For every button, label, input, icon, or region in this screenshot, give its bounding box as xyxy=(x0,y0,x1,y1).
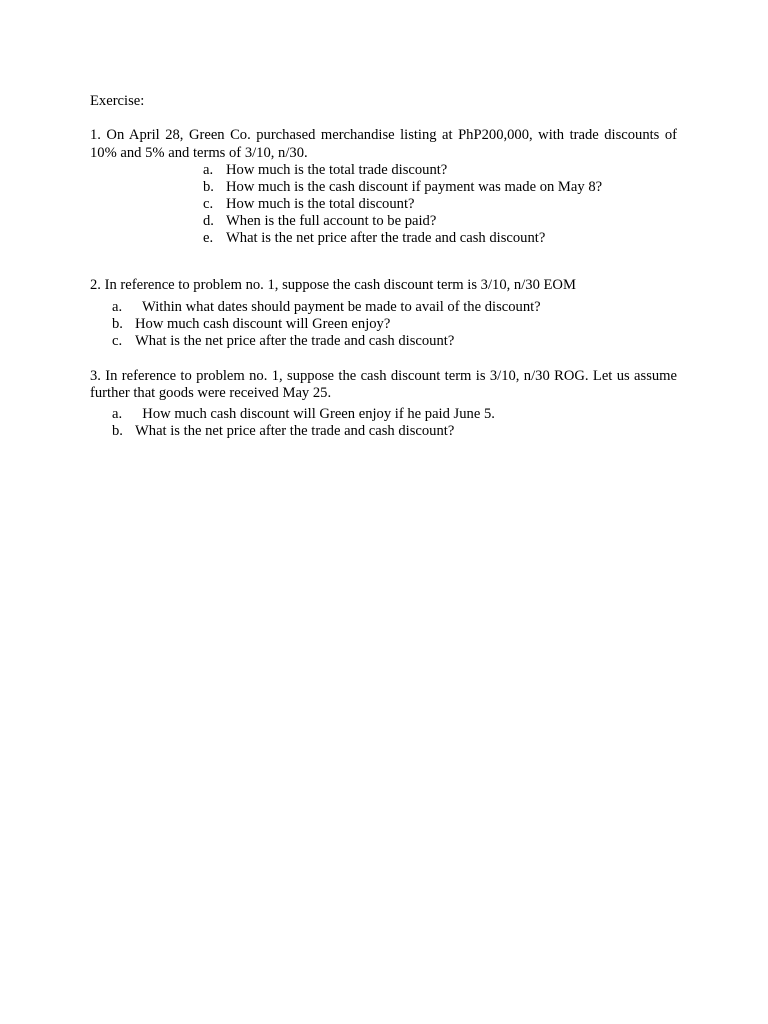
list-item xyxy=(203,230,677,247)
item-text: Within what dates should payment be made to avail of the discount? xyxy=(135,298,541,315)
item-letter: c. xyxy=(203,196,214,212)
item-text: How much is the total trade discount? xyxy=(226,162,448,178)
problem-1-statement: 1. On April 28, Green Co. purchased merchandise listing at PhP200,000, with trade discounts of 10% and 5% and terms of 3/10, n/30. xyxy=(90,127,677,161)
exercise-heading: Exercise: xyxy=(90,93,145,109)
item-text: How much cash discount will Green enjoy? xyxy=(135,315,391,332)
problem-1-questions xyxy=(203,162,677,247)
item-letter: a. xyxy=(112,405,123,422)
item-text: What is the net price after the trade and cash discount? xyxy=(226,230,546,246)
item-text: How much is the total discount? xyxy=(226,196,415,212)
list-item xyxy=(203,196,677,213)
item-text: How much is the cash discount if payment was made on May 8? xyxy=(226,179,603,195)
item-text: When is the full account to be paid? xyxy=(226,213,437,229)
list-item xyxy=(112,333,677,350)
item-letter: a. xyxy=(203,162,214,178)
problem-3-questions xyxy=(112,406,677,440)
item-letter: e. xyxy=(203,230,214,246)
item-text: How much cash discount will Green enjoy if he paid June 5. xyxy=(135,405,495,422)
list-item xyxy=(203,213,677,230)
item-letter: a. xyxy=(112,298,123,315)
list-item xyxy=(112,406,677,423)
item-letter: b. xyxy=(203,179,214,195)
list-item xyxy=(112,299,677,316)
problem-2-statement: 2. In reference to problem no. 1, suppose the cash discount term is 3/10, n/30 EOM xyxy=(90,277,576,293)
item-letter: b. xyxy=(112,422,123,439)
item-letter: b. xyxy=(112,315,123,332)
problem-3-statement: 3. In reference to problem no. 1, suppose the cash discount term is 3/10, n/30 ROG. Let us assume further that goods were received May 25. xyxy=(90,367,677,401)
problem-2-questions xyxy=(112,299,677,350)
item-text: What is the net price after the trade and cash discount? xyxy=(135,422,455,439)
problem-2 xyxy=(90,277,677,350)
item-letter: c. xyxy=(112,332,123,349)
document-page xyxy=(90,92,677,440)
list-item xyxy=(112,423,677,440)
item-text: What is the net price after the trade and cash discount? xyxy=(135,332,455,349)
list-item xyxy=(112,316,677,333)
problem-3 xyxy=(90,368,677,440)
problem-1 xyxy=(90,127,677,247)
list-item xyxy=(203,162,677,179)
list-item xyxy=(203,179,677,196)
item-letter: d. xyxy=(203,213,214,229)
